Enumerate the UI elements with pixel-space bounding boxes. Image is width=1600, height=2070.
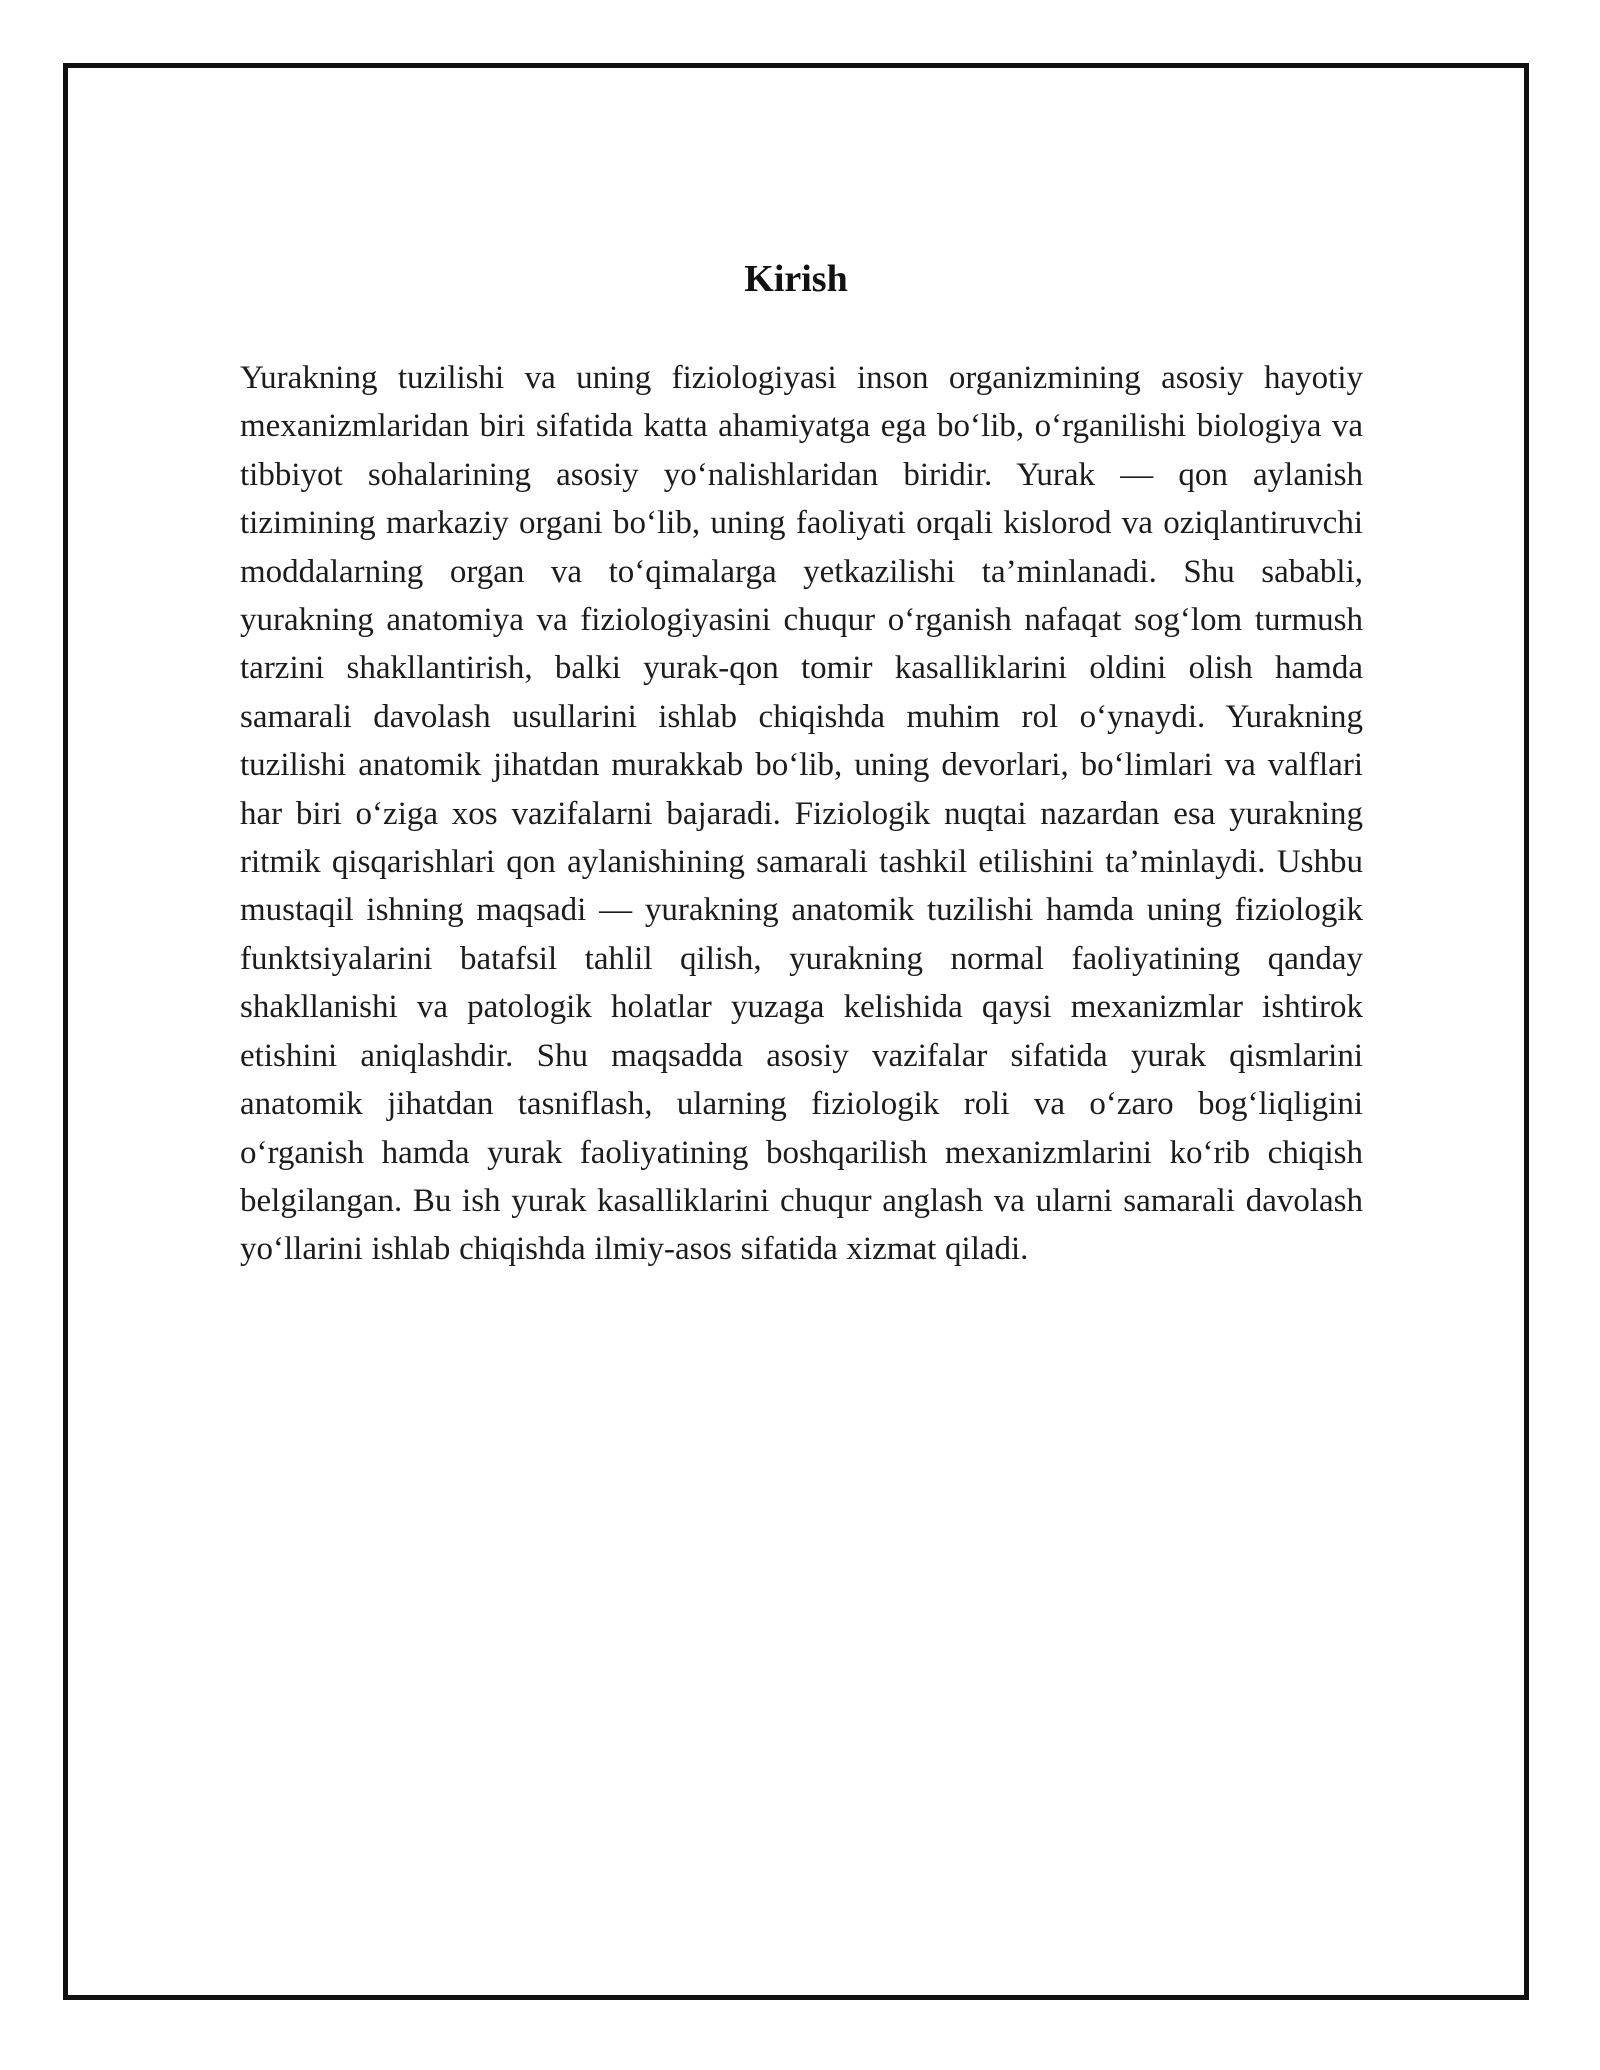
page-border [63, 63, 1529, 2000]
page-title: Kirish [744, 258, 848, 300]
body-paragraph: Yurakning tuzilishi va uning fiziologiyasi inson organizmining asosiy hayotiy mexanizmlaridan biri sifatida katta ahamiyatga ega bo‘lib, o‘rganilishi biologiya va tibbiyot sohalarining asosiy yo‘nalishlaridan biridir. Yurak — qon aylanish tizimining markaziy organi bo‘lib, uning faoliyati orqali kislorod va oziqlantiruvchi moddalarning organ va to‘qimalarga yetkazilishi ta’minlanadi. Shu sababli, yurakning anatomiya va fiziologiyasini chuqur o‘rganish nafaqat sog‘lom turmush tarzini shakllantirish, balki yurak-qon tomir kasalliklarini oldini olish hamda samarali davolash usullarini ishlab chiqishda muhim rol o‘ynaydi. Yurakning tuzilishi anatomik jihatdan murakkab bo‘lib, uning devorlari, bo‘limlari va valflari har biri o‘ziga xos vazifalarni bajaradi. Fiziologik nuqtai nazardan esa yurakning ritmik qisqarishlari qon aylanishining samarali tashkil etilishini ta’minlaydi. Ushbu mustaqil ishning maqsadi — yurakning anatomik tuzilishi hamda uning fiziologik funktsiyalarini batafsil tahlil qilish, yurakning normal faoliyatining qanday shakllanishi va patologik holatlar yuzaga kelishida qaysi mexanizmlar ishtirok etishini aniqlashdir. Shu maqsadda asosiy vazifalar sifatida yurak qismlarini anatomik jihatdan tasniflash, ularning fiziologik roli va o‘zaro bog‘liqligini o‘rganish hamda yurak faoliyatining boshqarilish mexanizmlarini ko‘rib chiqish belgilangan. Bu ish yurak kasalliklarini chuqur anglash va ularni samarali davolash yo‘llarini ishlab chiqishda ilmiy-asos sifatida xizmat qiladi. [240, 360, 1363, 1268]
